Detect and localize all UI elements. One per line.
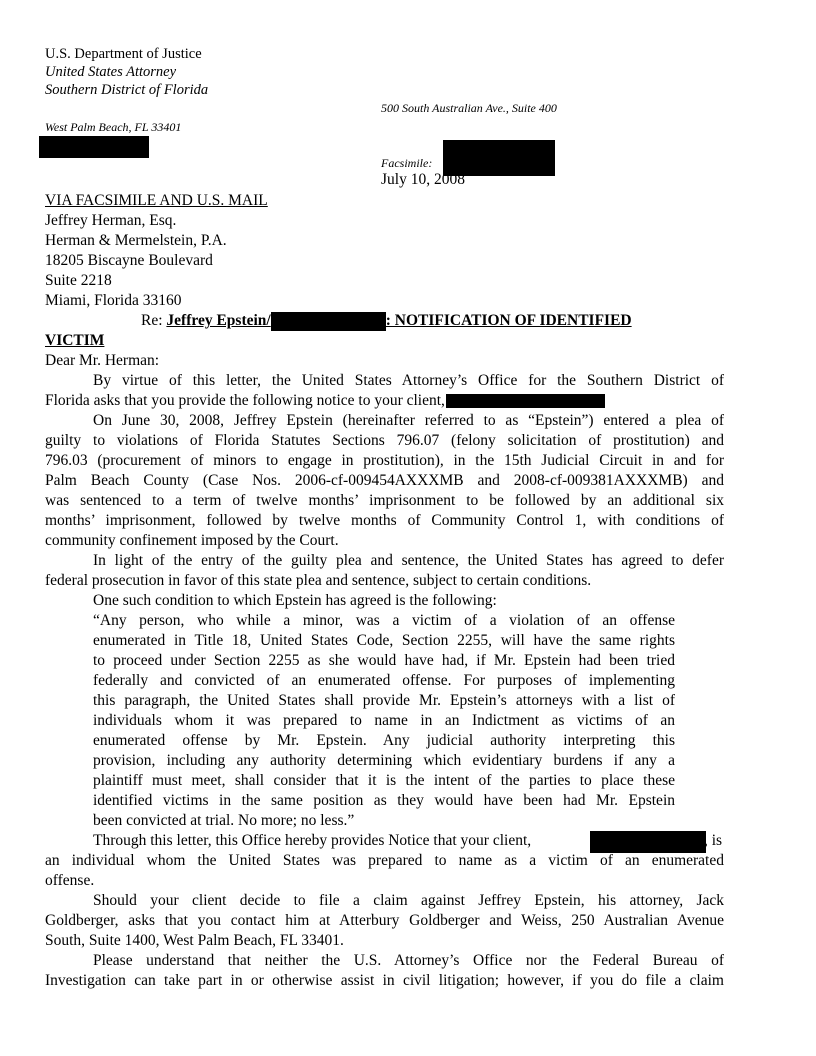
- p6-line-1: Should your client decide to file a claim against Jeffrey Epstein, his attorney, Jack: [93, 892, 724, 909]
- p2-line-4: Palm Beach County (Case Nos. 2006-cf-009454AXXXMB and 2008-cf-009381AXXXMB) and: [45, 472, 724, 489]
- recipient-suite: Suite 2218: [45, 272, 112, 289]
- p5-line-2: an individual whom the United States was prepared to name as a victim of an enumerated: [45, 852, 724, 869]
- redaction-re-victim: [271, 312, 386, 331]
- p5-line-1-tail: , is: [704, 832, 723, 849]
- recipient-street: 18205 Biscayne Boulevard: [45, 252, 213, 269]
- p2-line-6: months’ imprisonment, followed by twelve months of Community Control 1, with conditions of: [45, 512, 724, 529]
- p2-line-5: was sentenced to a term of twelve months’ imprisonment to be followed by an additional six: [45, 492, 724, 509]
- office-city: West Palm Beach, FL 33401: [45, 120, 182, 134]
- p2-line-1: On June 30, 2008, Jeffrey Epstein (hereinafter referred to as “Epstein”) entered a plea of: [93, 412, 724, 429]
- quote-line-8: provision, including any authority determining which evidentiary burdens if any a: [93, 752, 675, 769]
- quote-line-5: this paragraph, the United States shall provide Mr. Epstein’s attorneys with a list of: [93, 692, 675, 709]
- redaction-client-name-1: [446, 394, 605, 408]
- quote-line-7: enumerated offense by Mr. Epstein. Any judicial authority interpreting this: [93, 732, 675, 749]
- re-line: [141, 311, 632, 331]
- p1-line-2: [45, 391, 724, 411]
- recipient-name: Jeffrey Herman, Esq.: [45, 212, 177, 229]
- quote-line-9: plaintiff must meet, shall consider that it is the intent of the parties to place these: [93, 772, 675, 789]
- re-prefix: Re:: [141, 312, 163, 329]
- facsimile-label: Facsimile:: [381, 156, 433, 170]
- re-subject-rest: : NOTIFICATION OF IDENTIFIED: [385, 312, 632, 329]
- quote-line-11: been convicted at trial. No more; no less.”: [93, 812, 355, 829]
- quote-line-10: identified victims in the same position as they would have been had Mr. Epstein: [93, 792, 675, 809]
- p1-line-2-text: Florida asks that you provide the following notice to your client,: [45, 392, 445, 409]
- p7-line-2: Investigation can take part in or otherwise assist in civil litigation; however, if you do file a claim: [45, 972, 724, 989]
- quote-line-1: “Any person, who while a minor, was a victim of a violation of an offense: [93, 612, 675, 629]
- delivery-method: VIA FACSIMILE AND U.S. MAIL: [45, 192, 268, 209]
- p5-line-1-text: Through this letter, this Office hereby provides Notice that your client,: [93, 832, 532, 849]
- quote-line-2: enumerated in Title 18, United States Code, Section 2255, will have the same rights: [93, 632, 675, 649]
- p3-line-1: In light of the entry of the guilty plea and sentence, the United States has agreed to defer: [93, 552, 724, 569]
- redaction-client-name-2: [590, 831, 706, 853]
- re-subject-name: Jeffrey Epstein/: [166, 312, 271, 329]
- p2-line-2: guilty to violations of Florida Statutes Sections 796.07 (felony solicitation of prostitution) and: [45, 432, 724, 449]
- p6-line-3: South, Suite 1400, West Palm Beach, FL 33401.: [45, 932, 344, 949]
- p5-line-3: offense.: [45, 872, 95, 889]
- re-subject-tail: VICTIM: [45, 332, 105, 349]
- quote-line-3: to proceed under Section 2255 as she would have had, if Mr. Epstein had been tried: [93, 652, 675, 669]
- recipient-city: Miami, Florida 33160: [45, 292, 182, 309]
- p3-line-2: federal prosecution in favor of this state plea and sentence, subject to certain conditions.: [45, 572, 592, 589]
- p6-line-2: Goldberger, asks that you contact him at Atterbury Goldberger and Weiss, 250 Australian Avenue: [45, 912, 724, 929]
- p4-line-1: One such condition to which Epstein has agreed is the following:: [93, 592, 497, 609]
- recipient-firm: Herman & Mermelstein, P.A.: [45, 232, 227, 249]
- office-address: 500 South Australian Ave., Suite 400: [381, 101, 557, 115]
- p2-line-3: 796.03 (procurement of minors to engage in prostitution), in the 15th Judicial Circuit in and for: [45, 452, 724, 469]
- salutation: Dear Mr. Herman:: [45, 352, 160, 369]
- quote-line-6: individuals whom it was prepared to name in an Indictment as victims of an: [93, 712, 675, 729]
- office-name: United States Attorney: [45, 64, 177, 80]
- p1-line-1: By virtue of this letter, the United States Attorney’s Office for the Southern District of: [93, 372, 724, 389]
- district-name: Southern District of Florida: [45, 82, 209, 98]
- department-name: U.S. Department of Justice: [45, 46, 202, 62]
- p7-line-1: Please understand that neither the U.S. Attorney’s Office nor the Federal Bureau of: [93, 952, 724, 969]
- letter-date: July 10, 2008: [381, 171, 465, 188]
- redaction-phone: [39, 136, 149, 158]
- p2-line-7: community confinement imposed by the Court.: [45, 532, 339, 549]
- quote-line-4: federally and convicted of an enumerated offense. For purposes of implementing: [93, 672, 675, 689]
